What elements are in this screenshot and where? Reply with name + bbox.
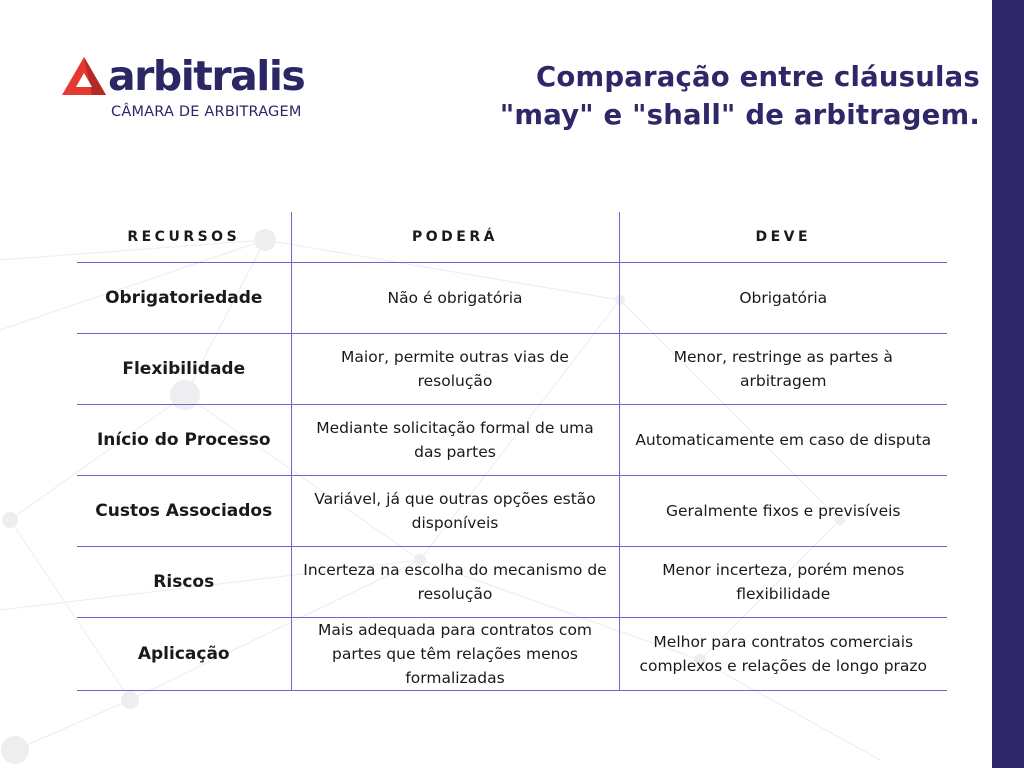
row-feature: Riscos: [77, 547, 291, 618]
row-podera-cell: Incerteza na escolha do mecanismo de resolução: [291, 547, 619, 618]
row-feature: Custos Associados: [77, 476, 291, 547]
table-row: [77, 263, 947, 334]
table-row: [77, 334, 947, 405]
row-deve-cell: Melhor para contratos comerciais complexos e relações de longo prazo: [619, 618, 947, 691]
row-feature: Obrigatoriedade: [77, 263, 291, 334]
comparison-table: [77, 212, 947, 691]
header-deve: DEVE: [619, 212, 947, 263]
row-deve-cell: Menor, restringe as partes à arbitragem: [619, 334, 947, 405]
row-deve-cell: Menor incerteza, porém menos flexibilidade: [619, 547, 947, 618]
logo-triangle-icon: [62, 57, 112, 99]
table-row: [77, 405, 947, 476]
row-podera-cell: Maior, permite outras vias de resolução: [291, 334, 619, 405]
table-row: [77, 547, 947, 618]
row-feature: Aplicação: [77, 618, 291, 691]
logo-subtitle: CÂMARA DE ARBITRAGEM: [111, 104, 302, 120]
row-podera-cell: Mais adequada para contratos com partes que têm relações menos formalizadas: [291, 618, 619, 691]
row-podera-cell: Mediante solicitação formal de uma das partes: [291, 405, 619, 476]
row-deve-cell: Obrigatória: [619, 263, 947, 334]
page-title: Comparação entre cláusulas "may" e "shall" de arbitragem.: [499, 61, 980, 131]
row-deve-cell: Geralmente fixos e previsíveis: [619, 476, 947, 547]
right-sidebar-band: [992, 0, 1024, 768]
table-row: [77, 618, 947, 691]
table-row: [77, 476, 947, 547]
header-recursos: RECURSOS: [77, 212, 291, 263]
row-podera-cell: Variável, já que outras opções estão disponíveis: [291, 476, 619, 547]
row-feature: Flexibilidade: [77, 334, 291, 405]
row-podera-cell: Não é obrigatória: [291, 263, 619, 334]
logo-wordmark: arbitralis: [108, 52, 305, 100]
header-podera: PODERÁ: [291, 212, 619, 263]
arbitralis-logo: [62, 52, 322, 132]
row-feature: Início do Processo: [77, 405, 291, 476]
table-header-row: [77, 212, 947, 263]
row-deve-cell: Automaticamente em caso de disputa: [619, 405, 947, 476]
